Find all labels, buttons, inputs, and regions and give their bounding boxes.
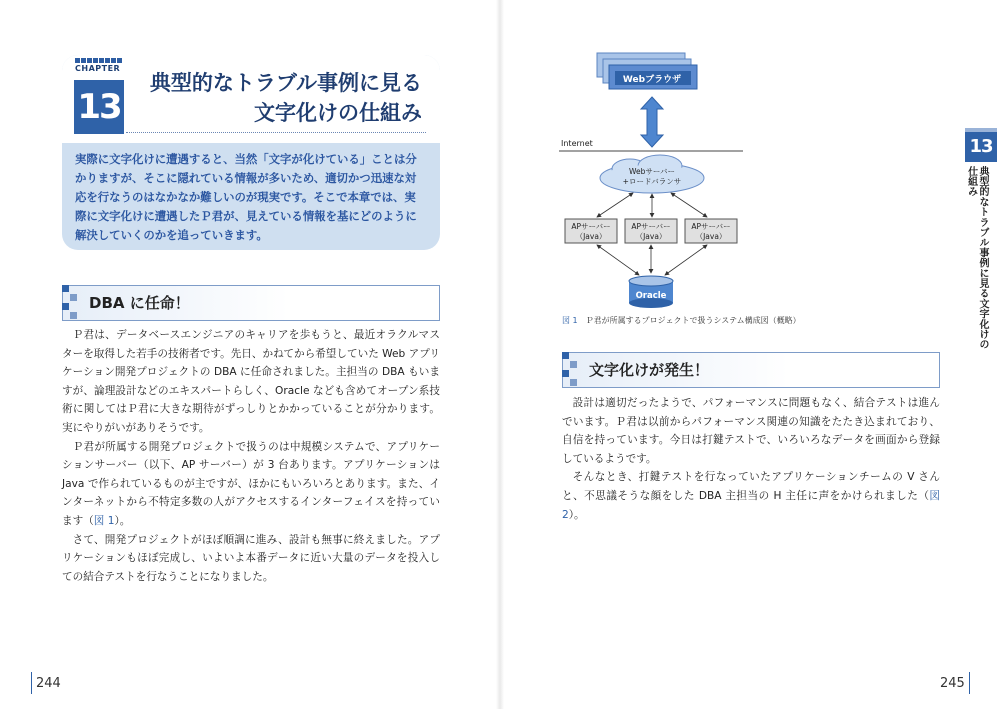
internet-label: Internet <box>561 139 593 148</box>
chapter-title-line2: 文字化けの仕組み <box>254 101 422 125</box>
paragraph-1: Ｐ君は、データベースエンジニアのキャリアを歩もうと、最近オラクルマスターを取得した若手の技術者です。先日、かねてから希望していた Web アプリケーション開発プロジェクトの DBA に任命されました。主担当の DBA もいますが、論理設計などのエキスパートらしく、Oracle なども含めてオープン系技術に関してはＰ君に大きな期待がずっしりとかかっていることが分かります。実にやりがいがありそうです。 <box>62 329 440 434</box>
svg-text:APサーバー: APサーバー <box>571 222 611 231</box>
side-tab-title: 典型的なトラブル事例に見る文字化けの仕組み <box>965 166 988 350</box>
system-diagram <box>555 45 745 315</box>
svg-text:APサーバー: APサーバー <box>691 222 731 231</box>
section-heading-mojibake <box>562 352 940 388</box>
chapter-title-line1: 典型的なトラブル事例に見る <box>149 71 422 95</box>
section-title: 文字化けが発生！ <box>589 361 710 379</box>
chapter-side-tab <box>965 120 997 350</box>
double-arrow-icon <box>641 97 663 147</box>
figure-reference[interactable]: 図 1 <box>93 514 115 527</box>
book-gutter <box>496 0 504 709</box>
paragraph-1: 設計は適切だったようで、パフォーマンスに問題もなく、結合テストは進んでいます。Ｐ君は以前からパフォーマンス関連の知識をたたき込まれており、自信を持っています。今日は打鍵テストで、いろいろなデータを画面から登録しているようです。 <box>562 397 940 465</box>
paragraph-3: さて、開発プロジェクトがほぼ順調に進み、設計も無事に終えました。アプリケーションもほぼ完成し、いよいよ本番データに近い大量のデータを投入しての結合テストを行なうことになりました。 <box>62 533 440 583</box>
paragraph-2: そんなとき、打鍵テストを行なっていたアプリケーションチームの V さんと、不思議そうな顔をした DBA 主担当の H 主任に声をかけられました（図 2）。 <box>562 471 940 521</box>
browser-label: Webブラウザ <box>622 75 682 85</box>
heading-marks-icon <box>62 285 78 321</box>
svg-text:（Java）: （Java） <box>695 232 727 241</box>
right-body-text <box>562 394 940 524</box>
page-number-right: 245 <box>940 676 965 691</box>
paragraph-2: Ｐ君が所属する開発プロジェクトで扱うのは中規模システムで、アプリケーションサーバー（以下、AP サーバー）が 3 台あります。アプリケーションは Java で作られているものが主ですが、ほかにもいろいろとあります。また、インターネットから不特定多数の人がアクセスするインターフェイスを持っています（図 1）。 <box>62 440 440 527</box>
svg-text:（Java）: （Java） <box>575 232 607 241</box>
ap-server-2 <box>625 219 677 243</box>
db-label: Oracle <box>635 291 667 301</box>
ap-server-1 <box>565 219 617 243</box>
figure-number: 図 1 <box>562 316 578 325</box>
cloud-label-line1: Webサーバー <box>629 167 675 176</box>
page-number-left: 244 <box>36 676 61 691</box>
left-body-text <box>62 326 440 586</box>
chapter-label-decoration <box>75 58 123 63</box>
figure-caption-text: Ｐ君が所属するプロジェクトで扱うシステム構成図（概略） <box>585 316 801 325</box>
figure-caption <box>562 315 801 326</box>
section-heading-dba <box>62 285 440 321</box>
chapter-label: CHAPTER <box>75 64 121 73</box>
section-title: DBA に任命！ <box>89 294 190 312</box>
svg-text:（Java）: （Java） <box>635 232 667 241</box>
ap-server-3 <box>685 219 737 243</box>
chapter-number: 13 <box>74 80 124 134</box>
chapter-title-divider <box>126 132 426 133</box>
cloud-label-line2: +ロードバランサ <box>622 177 682 186</box>
chapter-title <box>134 68 422 128</box>
side-tab-number: 13 <box>965 132 997 162</box>
chapter-intro-text: 実際に文字化けに遭遇すると、当然「文字が化けている」ことは分かりますが、そこに隠れている情報が多いため、適切かつ迅速な対応を行なうのはなかなか難しいのが現実です。そこで本章では、実際に文字化けに遭遇したＰ君が、見えている情報を基にどのように解決していくのかを追っていきます。 <box>75 152 417 242</box>
heading-marks-icon <box>562 352 578 388</box>
figure-reference[interactable]: 図 2 <box>562 489 940 521</box>
page-number-rule <box>31 672 32 694</box>
svg-text:APサーバー: APサーバー <box>631 222 671 231</box>
page-number-rule <box>969 672 970 694</box>
